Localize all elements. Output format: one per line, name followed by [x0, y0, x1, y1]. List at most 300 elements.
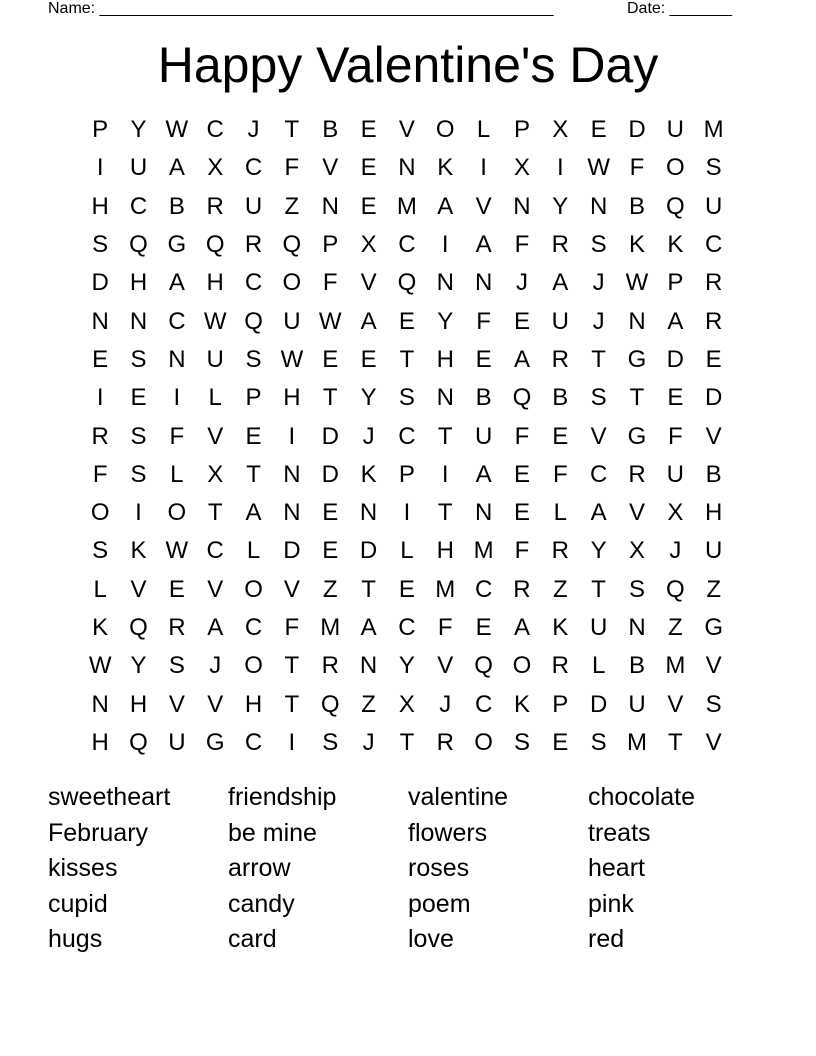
grid-letter: K: [360, 460, 377, 488]
grid-letter: S: [245, 345, 262, 373]
grid-letter: W: [165, 116, 189, 144]
grid-letter: E: [322, 537, 339, 565]
grid-letter: I: [288, 422, 296, 450]
grid-letter: A: [590, 499, 607, 527]
grid-letter: D: [666, 345, 684, 373]
grid-letter: O: [90, 499, 110, 527]
grid-letter: I: [173, 384, 181, 412]
grid-letter: L: [170, 460, 184, 488]
grid-letter: V: [360, 269, 377, 297]
grid-letter: L: [93, 575, 107, 603]
grid-row: [81, 571, 733, 609]
grid-letter: O: [512, 652, 532, 680]
grid-letter: O: [167, 499, 187, 527]
grid-letter: B: [322, 116, 339, 144]
grid-letter: H: [436, 345, 454, 373]
grid-letter: W: [280, 345, 304, 373]
grid-letter: Q: [282, 231, 302, 259]
grid-letter: I: [96, 384, 104, 412]
grid-letter: B: [628, 652, 645, 680]
grid-letter: F: [552, 460, 568, 488]
grid-letter: Q: [320, 690, 340, 718]
grid-letter: M: [320, 614, 341, 641]
word-list-item: pink: [588, 889, 634, 918]
grid-letter: R: [551, 231, 569, 259]
grid-letter: R: [705, 269, 723, 297]
grid-letter: U: [244, 192, 263, 220]
grid-letter: D: [321, 460, 339, 488]
grid-row: [81, 724, 733, 762]
grid-letter: O: [282, 269, 302, 297]
grid-letter: A: [360, 614, 377, 641]
grid-letter: E: [398, 575, 415, 603]
grid-letter: N: [474, 269, 493, 297]
grid-letter: V: [475, 192, 492, 220]
grid-letter: W: [165, 537, 189, 565]
grid-letter: O: [474, 728, 493, 756]
word-list-item: candy: [228, 889, 295, 918]
grid-row: [81, 647, 733, 685]
grid-letter: N: [129, 307, 148, 335]
grid-letter: S: [322, 728, 339, 756]
grid-letter: E: [360, 116, 377, 144]
grid-letter: J: [592, 269, 605, 297]
grid-row: [81, 111, 733, 149]
grid-letter: E: [360, 345, 377, 373]
grid-letter: X: [667, 499, 684, 527]
grid-letter: Y: [360, 384, 377, 412]
word-list-item: flowers: [408, 818, 488, 847]
grid-letter: J: [362, 422, 375, 450]
grid-letter: A: [437, 192, 454, 220]
grid-letter: C: [589, 460, 608, 488]
grid-letter: Y: [437, 307, 454, 335]
grid-letter: R: [168, 614, 186, 641]
grid-letter: X: [513, 154, 530, 182]
word-list: [48, 780, 768, 958]
grid-letter: Q: [129, 614, 148, 641]
grid-letter: J: [362, 728, 375, 756]
grid-letter: C: [244, 154, 263, 182]
grid-letter: E: [322, 345, 339, 373]
grid-letter: U: [283, 307, 301, 335]
grid-letter: R: [513, 575, 531, 603]
grid-letter: F: [667, 422, 683, 450]
grid-letter: I: [480, 154, 487, 182]
grid-letter: V: [705, 652, 722, 680]
grid-letter: G: [627, 422, 647, 450]
word-list-item: chocolate: [588, 783, 696, 811]
grid-letter: Q: [205, 231, 225, 259]
grid-letter: Z: [706, 575, 721, 603]
grid-letter: N: [628, 614, 646, 641]
grid-letter: K: [92, 614, 109, 641]
grid-letter: M: [626, 728, 647, 756]
grid-letter: U: [705, 537, 723, 565]
word-list-item: cupid: [48, 889, 108, 918]
word-list-item: heart: [588, 854, 645, 883]
grid-letter: U: [129, 154, 148, 182]
grid-letter: S: [705, 690, 722, 718]
grid-letter: P: [398, 460, 415, 488]
grid-letter: O: [244, 575, 263, 603]
grid-letter: A: [168, 154, 185, 182]
grid-letter: K: [130, 537, 147, 565]
grid-letter: G: [627, 345, 647, 373]
grid-letter: Q: [129, 231, 148, 259]
grid-letter: F: [476, 307, 491, 335]
grid-letter: H: [129, 269, 148, 297]
grid-letter: T: [629, 384, 645, 412]
grid-letter: R: [436, 728, 454, 756]
grid-letter: H: [244, 690, 263, 718]
grid-letter: J: [209, 652, 222, 680]
grid-letter: M: [396, 192, 417, 220]
grid-row: [81, 456, 733, 494]
grid-letter: X: [360, 231, 377, 259]
grid-letter: K: [628, 231, 645, 259]
grid-letter: Q: [665, 192, 685, 220]
grid-row: [81, 149, 733, 187]
grid-letter: K: [667, 231, 684, 259]
grid-letter: A: [475, 231, 492, 259]
grid-letter: E: [360, 154, 377, 182]
grid-letter: N: [513, 192, 531, 220]
grid-letter: S: [513, 728, 530, 756]
grid-letter: S: [590, 384, 607, 412]
grid-letter: H: [705, 499, 723, 527]
grid-letter: N: [398, 154, 416, 182]
grid-letter: F: [92, 460, 108, 488]
grid-letter: F: [284, 614, 300, 641]
grid-letter: S: [705, 154, 722, 182]
grid-letter: A: [245, 499, 262, 527]
grid-letter: N: [589, 192, 608, 220]
grid-letter: C: [474, 575, 493, 603]
grid-letter: W: [203, 307, 227, 335]
grid-letter: I: [556, 154, 564, 182]
grid-letter: I: [96, 154, 104, 182]
grid-letter: U: [206, 345, 224, 373]
grid-letter: N: [283, 499, 301, 527]
grid-letter: Q: [397, 269, 417, 297]
grid-letter: X: [628, 537, 645, 565]
grid-letter: Y: [130, 116, 147, 144]
grid-letter: M: [703, 116, 724, 144]
grid-letter: F: [514, 537, 530, 565]
grid-letter: B: [705, 460, 722, 488]
grid-letter: L: [553, 499, 567, 527]
grid-letter: R: [244, 231, 263, 259]
grid-letter: P: [92, 116, 109, 144]
grid-letter: M: [435, 575, 456, 603]
grid-letter: V: [705, 422, 722, 450]
grid-letter: N: [359, 652, 378, 680]
grid-letter: U: [666, 116, 684, 144]
grid-letter: C: [398, 422, 416, 450]
word-list-item: be mine: [228, 818, 317, 847]
grid-letter: X: [552, 116, 569, 144]
grid-letter: D: [628, 116, 646, 144]
grid-letter: N: [436, 384, 454, 412]
grid-row: [81, 188, 733, 226]
grid-row: [81, 341, 733, 379]
grid-letter: V: [322, 154, 339, 182]
grid-letter: S: [130, 460, 147, 488]
grid-letter: V: [705, 728, 722, 756]
word-list-item: friendship: [228, 783, 337, 811]
grid-letter: X: [207, 154, 224, 182]
grid-letter: C: [244, 614, 263, 641]
grid-letter: S: [168, 652, 185, 680]
word-list-item: poem: [408, 889, 471, 918]
grid-letter: V: [207, 690, 224, 718]
grid-letter: A: [475, 460, 492, 488]
grid-letter: Q: [244, 307, 263, 335]
grid-letter: W: [318, 307, 342, 335]
grid-letter: E: [667, 384, 684, 412]
grid-letter: C: [244, 269, 263, 297]
grid-letter: N: [359, 499, 378, 527]
grid-letter: A: [513, 614, 530, 641]
grid-row: [81, 417, 733, 455]
grid-letter: D: [321, 422, 339, 450]
grid-letter: E: [513, 307, 530, 335]
grid-letter: T: [399, 728, 415, 756]
grid-letter: A: [360, 307, 377, 335]
grid-letter: E: [168, 575, 185, 603]
grid-letter: P: [322, 231, 339, 259]
grid-letter: I: [441, 231, 449, 259]
grid-letter: J: [247, 116, 260, 144]
grid-letter: Y: [130, 652, 147, 680]
grid-letter: R: [551, 345, 569, 373]
grid-letter: N: [321, 192, 339, 220]
grid-letter: N: [628, 307, 646, 335]
grid-letter: T: [246, 460, 261, 488]
grid-letter: N: [168, 345, 186, 373]
grid-letter: H: [129, 690, 148, 718]
grid-letter: E: [245, 422, 262, 450]
grid-letter: V: [590, 422, 607, 450]
grid-letter: H: [436, 537, 454, 565]
grid-letter: N: [474, 499, 493, 527]
grid-letter: C: [244, 728, 263, 756]
grid-letter: U: [589, 614, 608, 641]
grid-letter: U: [168, 728, 186, 756]
grid-letter: E: [475, 614, 492, 641]
grid-letter: K: [437, 154, 454, 182]
grid-letter: W: [88, 652, 112, 680]
grid-letter: X: [207, 460, 224, 488]
grid-letter: T: [437, 422, 453, 450]
grid-letter: V: [207, 575, 224, 603]
grid-letter: C: [168, 307, 186, 335]
grid-letter: V: [283, 575, 300, 603]
grid-letter: P: [667, 269, 684, 297]
word-list-item: treats: [588, 818, 651, 847]
grid-letter: J: [592, 307, 605, 335]
grid-letter: T: [284, 690, 300, 718]
name-field-label: Name: ___________________________________________________: [48, 0, 554, 17]
grid-letter: F: [629, 154, 645, 182]
grid-letter: P: [513, 116, 530, 144]
grid-letter: V: [207, 422, 224, 450]
grid-letter: H: [91, 728, 109, 756]
grid-letter: C: [206, 116, 224, 144]
word-list-item: arrow: [228, 854, 291, 883]
grid-letter: F: [284, 154, 300, 182]
grid-letter: D: [283, 537, 301, 565]
grid-letter: D: [705, 384, 723, 412]
grid-letter: B: [475, 384, 492, 412]
grid-letter: S: [130, 422, 147, 450]
grid-letter: O: [244, 652, 263, 680]
grid-letter: I: [403, 499, 411, 527]
grid-letter: F: [437, 614, 453, 641]
grid-letter: B: [628, 192, 645, 220]
grid-letter: S: [130, 345, 147, 373]
grid-letter: U: [474, 422, 493, 450]
grid-letter: I: [288, 728, 296, 756]
grid-letter: P: [552, 690, 569, 718]
grid-letter: U: [666, 460, 684, 488]
grid-letter: J: [669, 537, 682, 565]
grid-letter: Z: [361, 690, 376, 718]
grid-letter: E: [552, 422, 569, 450]
grid-letter: T: [207, 499, 223, 527]
grid-letter: J: [515, 269, 528, 297]
grid-letter: C: [474, 690, 493, 718]
grid-letter: I: [135, 499, 142, 527]
word-list-item: roses: [408, 854, 470, 883]
grid-letter: E: [705, 345, 722, 373]
grid-letter: Q: [474, 652, 493, 680]
grid-letter: V: [168, 690, 185, 718]
grid-row: [81, 302, 733, 340]
grid-letter: N: [283, 460, 301, 488]
grid-letter: W: [587, 154, 610, 182]
grid-letter: C: [129, 192, 148, 220]
grid-letter: C: [398, 614, 416, 641]
grid-letter: T: [591, 345, 606, 373]
grid-letter: T: [437, 499, 453, 527]
grid-letter: D: [91, 269, 109, 297]
grid-letter: M: [665, 652, 686, 680]
grid-letter: A: [168, 269, 185, 297]
grid-letter: V: [130, 575, 147, 603]
grid-letter: K: [513, 690, 530, 718]
grid-letter: Q: [665, 575, 685, 603]
grid-letter: N: [91, 690, 109, 718]
grid-letter: S: [590, 231, 607, 259]
grid-letter: E: [513, 460, 530, 488]
grid-letter: B: [552, 384, 569, 412]
grid-letter: O: [435, 116, 455, 144]
word-list-item: hugs: [48, 925, 103, 954]
grid-letter: S: [92, 537, 109, 565]
grid-letter: E: [475, 345, 492, 373]
grid-letter: T: [667, 728, 683, 756]
grid-letter: F: [514, 422, 530, 450]
grid-letter: Z: [552, 575, 568, 603]
word-list-item: card: [228, 925, 277, 954]
grid-row: [81, 494, 733, 532]
grid-letter: J: [439, 690, 452, 718]
grid-letter: C: [705, 231, 723, 259]
grid-letter: A: [207, 614, 224, 641]
grid-letter: N: [436, 269, 454, 297]
grid-letter: F: [169, 422, 185, 450]
grid-row: [81, 264, 733, 302]
grid-letter: E: [322, 499, 339, 527]
grid-letter: R: [321, 652, 339, 680]
grid-letter: O: [665, 154, 685, 182]
grid-row: [81, 532, 733, 570]
grid-letter: V: [628, 499, 645, 527]
grid-row: [81, 226, 733, 264]
grid-letter: L: [591, 652, 606, 680]
letter-grid: [81, 111, 733, 762]
grid-letter: Y: [590, 537, 607, 565]
grid-letter: Z: [667, 614, 683, 641]
grid-letter: A: [667, 307, 684, 335]
grid-letter: E: [590, 116, 607, 144]
grid-letter: Y: [552, 192, 569, 220]
grid-letter: G: [167, 231, 187, 259]
grid-letter: T: [284, 116, 300, 144]
word-list-item: February: [48, 818, 149, 847]
grid-letter: S: [92, 231, 109, 259]
grid-letter: T: [591, 575, 606, 603]
grid-letter: T: [361, 575, 376, 603]
word-list-item: love: [408, 925, 454, 954]
grid-letter: R: [551, 652, 569, 680]
grid-row: [81, 685, 733, 723]
grid-letter: L: [246, 537, 261, 565]
grid-letter: E: [513, 499, 530, 527]
grid-letter: Q: [129, 728, 148, 756]
grid-letter: V: [398, 116, 415, 144]
grid-letter: R: [628, 460, 646, 488]
grid-letter: U: [628, 690, 646, 718]
grid-letter: K: [552, 614, 569, 641]
grid-letter: V: [667, 690, 684, 718]
grid-letter: D: [589, 690, 608, 718]
grid-letter: B: [168, 192, 185, 220]
word-list-item: valentine: [408, 783, 509, 811]
grid-letter: A: [513, 345, 530, 373]
grid-letter: U: [705, 192, 723, 220]
grid-letter: L: [476, 116, 491, 144]
grid-letter: X: [398, 690, 415, 718]
grid-letter: P: [245, 384, 262, 412]
grid-letter: M: [473, 537, 494, 565]
grid-letter: S: [398, 384, 415, 412]
grid-letter: E: [92, 345, 109, 373]
grid-letter: G: [205, 728, 225, 756]
date-field-label: Date: _______: [627, 0, 732, 17]
word-list-item: red: [588, 925, 625, 954]
grid-letter: E: [552, 728, 569, 756]
grid-letter: W: [625, 269, 649, 297]
grid-letter: L: [208, 384, 222, 412]
grid-letter: D: [359, 537, 378, 565]
grid-letter: A: [552, 269, 569, 297]
grid-letter: C: [206, 537, 224, 565]
grid-letter: T: [322, 384, 338, 412]
grid-letter: Z: [284, 192, 300, 220]
